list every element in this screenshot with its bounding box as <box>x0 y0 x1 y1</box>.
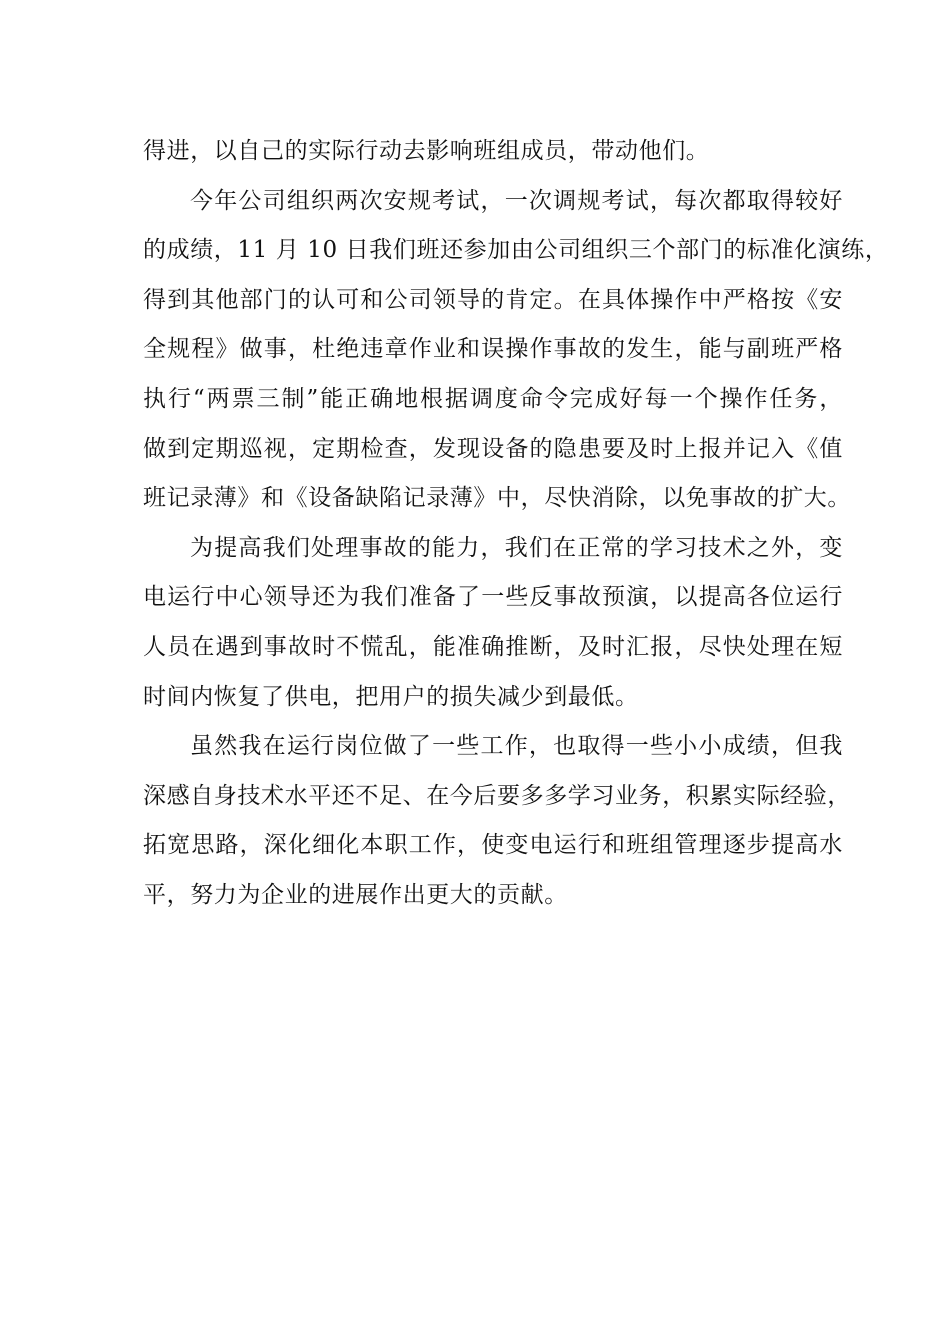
paragraph-first-line: 今年公司组织两次安规考试，一次调规考试，每次都取得较好 <box>190 187 843 214</box>
text-line: 全规程》做事，杜绝违章作业和误操作事故的发生，能与副班严格 <box>143 336 843 363</box>
text-line: 的成绩，11 月 10 日我们班还参加由公司组织三个部门的标准化演练， <box>143 237 889 264</box>
text-line: 时间内恢复了供电，把用户的损失减少到最低。 <box>143 683 639 710</box>
paragraph-first-line: 虽然我在运行岗位做了一些工作，也取得一些小小成绩，但我 <box>190 733 843 760</box>
text-line: 深感自身技术水平还不足、在今后要多多学习业务，积累实际经验， <box>143 782 851 809</box>
text-line: 得进，以自己的实际行动去影响班组成员，带动他们。 <box>143 138 710 164</box>
text-line: 得到其他部门的认可和公司领导的肯定。在具体操作中严格按《安 <box>143 286 843 313</box>
text-line: 班记录薄》和《设备缺陷记录薄》中，尽快消除，以免事故的扩大。 <box>143 485 851 512</box>
text-line: 平，努力为企业的进展作出更大的贡献。 <box>143 881 568 908</box>
body-text <box>143 127 889 921</box>
text-line: 电运行中心领导还为我们准备了一些反事故预演，以提高各位运行 <box>143 584 843 611</box>
text-line: 做到定期巡视，定期检查，发现设备的隐患要及时上报并记入《值 <box>143 435 843 462</box>
paragraph-first-line: 为提高我们处理事故的能力，我们在正常的学习技术之外，变 <box>190 534 843 561</box>
text-line: 人员在遇到事故时不慌乱，能准确推断，及时汇报，尽快处理在短 <box>143 633 843 660</box>
text-line: 执行“两票三制”能正确地根据调度命令完成好每一个操作任务， <box>143 385 843 412</box>
text-line: 拓宽思路，深化细化本职工作，使变电运行和班组管理逐步提高水 <box>143 832 843 859</box>
